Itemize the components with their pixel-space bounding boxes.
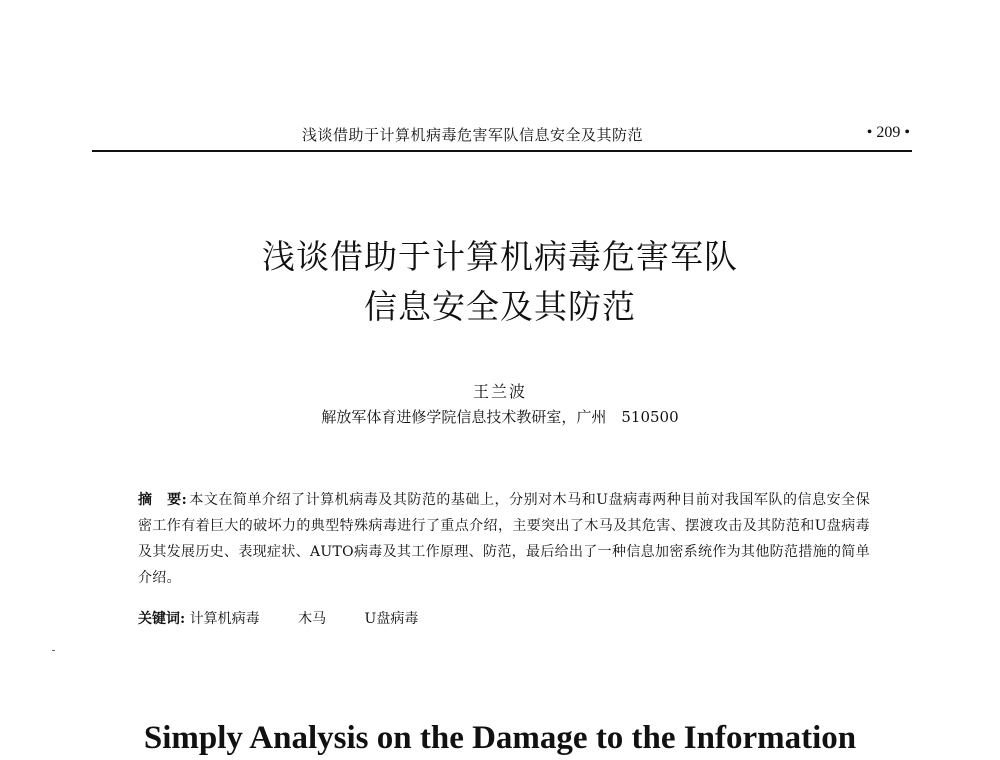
article-title [0, 232, 1000, 332]
keyword: 计算机病毒 [189, 611, 260, 627]
abstract-text: 本文在简单介绍了计算机病毒及其防范的基础上，分别对木马和U盘病毒两种目前对我国军队的信息安全保密工作有着巨大的破坏力的典型特殊病毒进行了重点介绍，主要突出了木马及其危害、摆渡攻击及其防范和U盘病毒及其发展历史、表现症状、AUTO病毒及其工作原理、防范，最后给出了一种信息加密系统作为其他防范措施的简单介绍。 [138, 492, 870, 586]
article-title-line-1: 浅谈借助于计算机病毒危害军队 [262, 237, 738, 276]
english-title: Simply Analysis on the Damage to the Information [143, 720, 857, 756]
keyword: U盘病毒 [364, 611, 419, 627]
abstract-label: 摘 要: [138, 492, 188, 508]
margin-mark [52, 650, 55, 651]
keywords-label: 关键词: [138, 611, 186, 627]
author-affiliation: 解放军体育进修学院信息技术教研室，广州 510500 [321, 408, 679, 426]
page-number: • 209 • [866, 124, 910, 141]
article-title-line-2: 信息安全及其防范 [364, 287, 636, 326]
running-title: 浅谈借助于计算机病毒危害军队信息安全及其防范 [302, 126, 644, 144]
author-name: 王兰波 [472, 382, 527, 401]
abstract [138, 487, 870, 591]
keywords [138, 608, 452, 628]
keyword: 木马 [298, 611, 327, 627]
running-header [92, 120, 912, 152]
